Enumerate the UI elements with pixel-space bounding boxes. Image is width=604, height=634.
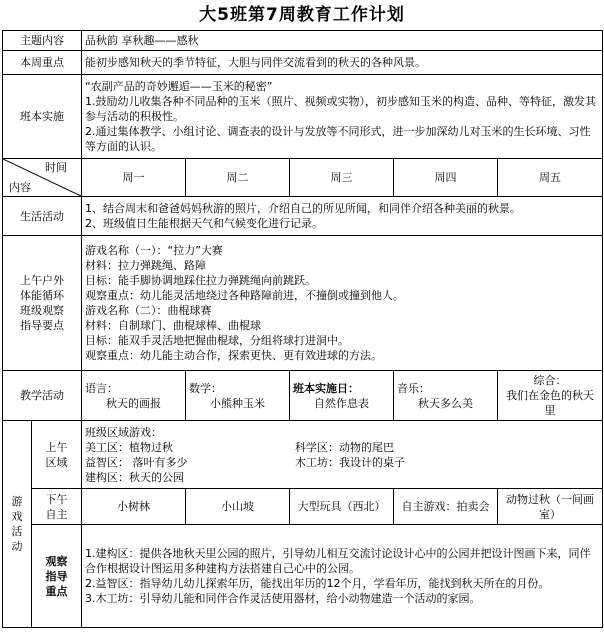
teaching-label: 教学活动	[3, 371, 82, 421]
morning-area-label	[32, 421, 82, 489]
page-title: 大5班第7周教育工作计划	[199, 5, 405, 25]
theme-row	[3, 31, 603, 51]
theme-value: 品秋韵 享秋趣——感秋	[82, 31, 603, 51]
teaching-cell-friday	[498, 371, 603, 421]
life-activity-row	[3, 197, 603, 236]
outdoor-label-line: 指导要点	[20, 319, 64, 332]
weekday-header-row	[3, 159, 603, 197]
teaching-cell-monday	[82, 371, 186, 421]
afternoon-label-line: 下午	[45, 492, 68, 506]
teaching-cell-thursday	[394, 371, 498, 421]
afternoon-row	[3, 489, 603, 525]
class-feature-content	[82, 75, 603, 159]
game-activity-label-char: 动	[11, 540, 23, 553]
morning-area-pair	[85, 440, 599, 455]
outdoor-row	[3, 236, 603, 371]
teaching-name: 秋天的画报	[106, 396, 161, 410]
game-activity-label-char: 戏	[11, 510, 23, 523]
outdoor-label-line: 上午户外	[20, 274, 64, 287]
teaching-subject: 语言：	[85, 381, 118, 395]
afternoon-label	[32, 489, 82, 525]
area-item: 木工坊：我设计的桌子	[295, 455, 405, 469]
outdoor-line: 观察重点：幼儿能主动合作，探索更快、更有效进球的方法。	[85, 349, 382, 362]
header-time-label: 时间	[45, 161, 67, 174]
teaching-name: 小熊种玉米	[210, 396, 265, 410]
weekly-plan-table	[2, 30, 603, 628]
teaching-name: 自然作息表	[314, 396, 369, 410]
teaching-subject: 班本实施日：	[293, 381, 359, 395]
afternoon-cell-monday: 小树林	[82, 489, 186, 525]
life-activity-content	[82, 197, 603, 236]
area-item: 科学区：动物的尾巴	[295, 440, 394, 454]
weekday-monday: 周一	[82, 159, 186, 197]
guidance-label-line: 指导	[45, 569, 68, 583]
outdoor-label	[3, 236, 82, 371]
teaching-subject: 数学：	[189, 381, 222, 395]
game-activity-label-char: 游	[11, 495, 23, 508]
teaching-name: 我们在金色的秋天里	[506, 389, 595, 417]
morning-area-heading: 班级区域游戏：	[85, 425, 162, 439]
afternoon-label-line: 自主	[45, 507, 68, 521]
outdoor-line: 目标：能双手灵活地把握曲棍球，分组将球打进洞中。	[85, 334, 349, 347]
guidance-row	[3, 525, 603, 628]
area-item: 益智区： 落叶有多少	[85, 455, 188, 469]
life-activity-line: 1、结合周末和爸爸妈妈秋游的照片，介绍自己的所见所闻，和同伴介绍各种美丽的秋景。	[85, 202, 521, 215]
weekday-tuesday: 周二	[186, 159, 290, 197]
afternoon-cell-wednesday: 大型玩具（西北）	[290, 489, 394, 525]
outdoor-line: 游戏名称（二）：曲棍球赛	[85, 304, 212, 317]
guidance-line: 1.建构区：提供各地秋天里公园的照片，引导幼儿相互交流讨论设计心中的公园并把设计图画下来，同伴合作根据设计图运用多种建构方法搭建自己心中的公园。	[85, 547, 591, 575]
teaching-subject: 音乐：	[397, 381, 430, 395]
class-feature-line: 1.鼓励幼儿收集各种不同品种的玉米（照片、视频或实物），初步感知玉米的构造、品种、等特征，激发其参与活动的积极性。	[85, 95, 596, 123]
teaching-row	[3, 371, 603, 421]
guidance-label-line: 重点	[45, 584, 68, 598]
morning-area-content	[82, 421, 603, 489]
outdoor-line: 材料：自制球门、曲棍球棒、曲棍球	[85, 319, 261, 332]
afternoon-cell-tuesday: 小山坡	[186, 489, 290, 525]
weekday-wednesday: 周三	[290, 159, 394, 197]
morning-area-row	[3, 421, 603, 489]
morning-area-label-line: 区域	[45, 455, 68, 469]
outdoor-label-line: 体能循环	[20, 289, 64, 302]
afternoon-cell-friday: 动物过秋（一间画室）	[498, 489, 603, 525]
outdoor-content	[82, 236, 603, 371]
diagonal-header-cell	[3, 159, 82, 197]
area-item: 建构区：秋天的公园	[85, 470, 184, 484]
game-activity-label-char: 活	[11, 525, 23, 538]
focus-row	[3, 51, 603, 75]
class-feature-label: 班本实施	[3, 75, 82, 159]
header-content-label: 内容	[9, 181, 31, 194]
guidance-line: 3.木工坊：引导幼儿能和同伴合作灵活使用器材，给小动物建造一个活动的家园。	[85, 592, 481, 605]
teaching-cell-tuesday	[186, 371, 290, 421]
game-activity-label	[3, 421, 32, 628]
morning-area-pair	[85, 470, 599, 485]
teaching-name: 秋天多么美	[418, 396, 473, 410]
outdoor-line: 目标：能手脚协调地踩住拉力弹跳绳向前跳跃。	[85, 274, 316, 287]
class-feature-line: “农副产品的奇妙邂逅——玉米的秘密”	[85, 80, 273, 93]
outdoor-label-line: 班级观察	[20, 304, 64, 317]
guidance-label-line: 观察	[45, 554, 68, 568]
guidance-label	[32, 525, 82, 628]
weekday-thursday: 周四	[394, 159, 498, 197]
focus-value: 能初步感知秋天的季节特征，大胆与同伴交流看到的秋天的各种风景。	[82, 51, 603, 75]
theme-label: 主题内容	[3, 31, 82, 51]
guidance-content	[82, 525, 603, 628]
outdoor-line: 观察重点：幼儿能灵活地绕过各种路障前进，不撞倒或撞到他人。	[85, 289, 404, 302]
area-item: 美工区：植物过秋	[85, 440, 173, 454]
guidance-line: 2.益智区：指导幼儿幼儿探索年历，能找出年历的12个月，学看年历，能找到秋天所在的月份。	[85, 577, 550, 590]
teaching-cell-wednesday	[290, 371, 394, 421]
class-feature-line: 2.通过集体教学、小组讨论、调查表的设计与发放等不同形式，进一步加深幼儿对玉米的生长环境、习性等方面的认识。	[85, 125, 591, 153]
afternoon-cell-thursday: 自主游戏：拍卖会	[394, 489, 498, 525]
morning-area-pair	[85, 455, 599, 470]
class-feature-row	[3, 75, 603, 159]
morning-area-label-line: 上午	[45, 440, 68, 454]
teaching-subject: 综合：	[533, 374, 567, 387]
focus-label: 本周重点	[3, 51, 82, 75]
life-activity-label: 生活活动	[3, 197, 82, 236]
life-activity-line: 2、班级值日生能根据天气和气候变化进行记录。	[85, 217, 323, 230]
outdoor-line: 游戏名称（一）：“拉力”大赛	[85, 244, 223, 257]
weekday-friday: 周五	[498, 159, 603, 197]
outdoor-line: 材料：拉力弹跳绳、路障	[85, 259, 206, 272]
